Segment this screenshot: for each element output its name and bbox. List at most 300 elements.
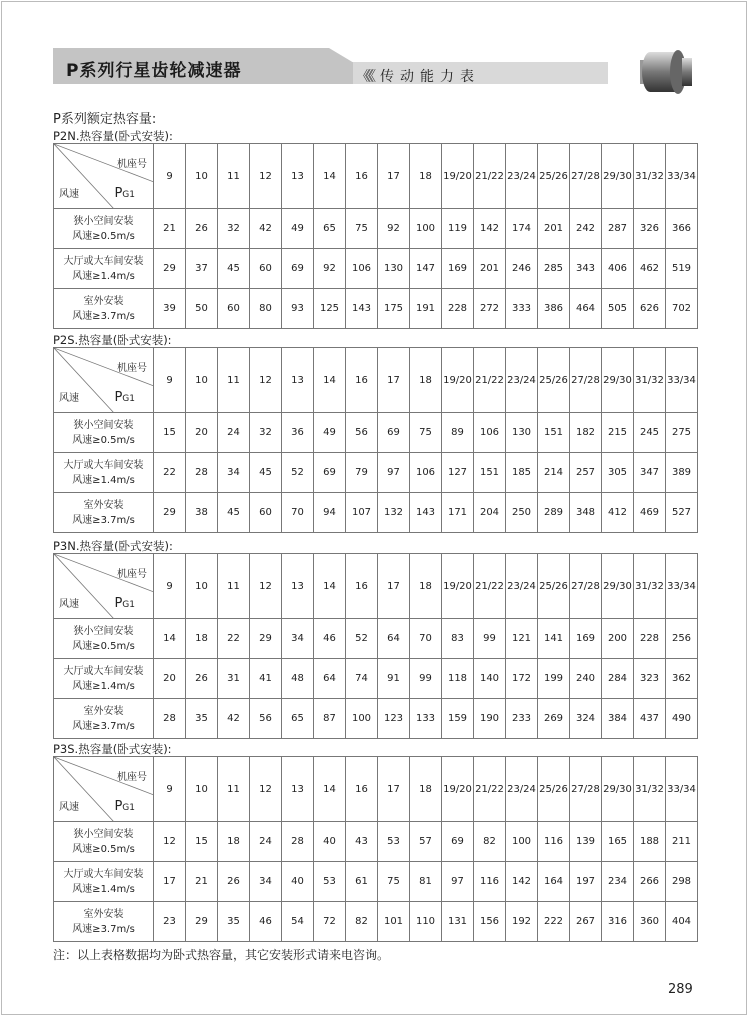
value-cell: 45 [250, 453, 282, 493]
value-cell: 324 [570, 699, 602, 739]
column-header: 18 [410, 348, 442, 413]
value-cell: 23 [154, 902, 186, 942]
value-cell: 305 [602, 453, 634, 493]
column-header: 17 [378, 348, 410, 413]
column-header: 31/32 [634, 144, 666, 209]
value-cell: 116 [474, 862, 506, 902]
value-cell: 469 [634, 493, 666, 533]
value-cell: 106 [346, 249, 378, 289]
value-cell: 256 [666, 619, 698, 659]
value-cell: 201 [538, 209, 570, 249]
value-cell: 269 [538, 699, 570, 739]
table-row [54, 619, 698, 659]
value-cell: 60 [250, 493, 282, 533]
wind-speed-label: 风速 [59, 599, 79, 610]
value-cell: 437 [634, 699, 666, 739]
section-subtitle [356, 66, 480, 86]
table-row [54, 699, 698, 739]
value-cell: 151 [474, 453, 506, 493]
value-cell: 28 [186, 453, 218, 493]
value-cell: 185 [506, 453, 538, 493]
column-header: 9 [154, 348, 186, 413]
value-cell: 386 [538, 289, 570, 329]
value-cell: 94 [314, 493, 346, 533]
value-cell: 26 [186, 659, 218, 699]
row-label: 狭小空间安装 风速≥0.5m/s [54, 822, 154, 862]
column-header: 33/34 [666, 554, 698, 619]
value-cell: 389 [666, 453, 698, 493]
value-cell: 20 [154, 659, 186, 699]
column-header: 25/26 [538, 348, 570, 413]
value-cell: 52 [346, 619, 378, 659]
value-cell: 42 [218, 699, 250, 739]
value-cell: 80 [250, 289, 282, 329]
value-cell: 211 [666, 822, 698, 862]
page-number: 289 [668, 982, 693, 997]
value-cell: 464 [570, 289, 602, 329]
value-cell: 79 [346, 453, 378, 493]
column-header: 21/22 [474, 757, 506, 822]
value-cell: 64 [378, 619, 410, 659]
pg1-label: PG1 [114, 186, 135, 201]
heat-capacity-table [53, 756, 698, 942]
corner-cell [54, 554, 154, 619]
value-cell: 24 [250, 822, 282, 862]
value-cell: 92 [314, 249, 346, 289]
value-cell: 53 [378, 822, 410, 862]
value-cell: 131 [442, 902, 474, 942]
column-header: 17 [378, 144, 410, 209]
value-cell: 31 [218, 659, 250, 699]
value-cell: 200 [602, 619, 634, 659]
column-header: 13 [282, 757, 314, 822]
value-cell: 702 [666, 289, 698, 329]
value-cell: 61 [346, 862, 378, 902]
value-cell: 92 [378, 209, 410, 249]
value-cell: 49 [282, 209, 314, 249]
value-cell: 240 [570, 659, 602, 699]
table-row [54, 493, 698, 533]
value-cell: 100 [410, 209, 442, 249]
column-header: 17 [378, 554, 410, 619]
value-cell: 246 [506, 249, 538, 289]
value-cell: 118 [442, 659, 474, 699]
value-cell: 147 [410, 249, 442, 289]
value-cell: 12 [154, 822, 186, 862]
value-cell: 45 [218, 493, 250, 533]
column-header: 19/20 [442, 144, 474, 209]
value-cell: 119 [442, 209, 474, 249]
row-label: 室外安装 风速≥3.7m/s [54, 902, 154, 942]
value-cell: 347 [634, 453, 666, 493]
column-header: 18 [410, 757, 442, 822]
table-row [54, 453, 698, 493]
value-cell: 406 [602, 249, 634, 289]
value-cell: 81 [410, 862, 442, 902]
value-cell: 101 [378, 902, 410, 942]
value-cell: 34 [250, 862, 282, 902]
value-cell: 275 [666, 413, 698, 453]
value-cell: 18 [218, 822, 250, 862]
value-cell: 35 [218, 902, 250, 942]
value-cell: 57 [410, 822, 442, 862]
value-cell: 89 [442, 413, 474, 453]
value-cell: 97 [442, 862, 474, 902]
page-title: P系列行星齿轮减速器 [66, 61, 242, 81]
value-cell: 142 [506, 862, 538, 902]
table-row [54, 659, 698, 699]
header-row [54, 144, 698, 209]
value-cell: 29 [186, 902, 218, 942]
column-header: 31/32 [634, 757, 666, 822]
column-header: 11 [218, 348, 250, 413]
value-cell: 257 [570, 453, 602, 493]
value-cell: 228 [442, 289, 474, 329]
heat-capacity-table [53, 347, 698, 533]
value-cell: 204 [474, 493, 506, 533]
column-header: 14 [314, 348, 346, 413]
wind-speed-label: 风速 [59, 189, 79, 200]
column-header: 13 [282, 348, 314, 413]
value-cell: 289 [538, 493, 570, 533]
value-cell: 69 [378, 413, 410, 453]
value-cell: 106 [410, 453, 442, 493]
value-cell: 362 [666, 659, 698, 699]
column-header: 11 [218, 144, 250, 209]
value-cell: 75 [410, 413, 442, 453]
value-cell: 17 [154, 862, 186, 902]
value-cell: 412 [602, 493, 634, 533]
value-cell: 87 [314, 699, 346, 739]
value-cell: 24 [218, 413, 250, 453]
value-cell: 97 [378, 453, 410, 493]
value-cell: 83 [442, 619, 474, 659]
corner-cell [54, 348, 154, 413]
value-cell: 22 [154, 453, 186, 493]
value-cell: 48 [282, 659, 314, 699]
column-header: 16 [346, 144, 378, 209]
value-cell: 169 [570, 619, 602, 659]
column-header: 27/28 [570, 348, 602, 413]
value-cell: 333 [506, 289, 538, 329]
table-title: P2N.热容量(卧式安装): [53, 129, 173, 143]
value-cell: 41 [250, 659, 282, 699]
column-header: 14 [314, 554, 346, 619]
value-cell: 505 [602, 289, 634, 329]
value-cell: 142 [474, 209, 506, 249]
frame-size-label: 机座号 [117, 159, 147, 170]
value-cell: 490 [666, 699, 698, 739]
value-cell: 46 [314, 619, 346, 659]
row-label: 狭小空间安装 风速≥0.5m/s [54, 209, 154, 249]
value-cell: 284 [602, 659, 634, 699]
value-cell: 46 [250, 902, 282, 942]
value-cell: 22 [218, 619, 250, 659]
value-cell: 143 [346, 289, 378, 329]
column-header: 10 [186, 348, 218, 413]
column-header: 12 [250, 348, 282, 413]
value-cell: 151 [538, 413, 570, 453]
value-cell: 182 [570, 413, 602, 453]
row-label: 室外安装 风速≥3.7m/s [54, 289, 154, 329]
value-cell: 169 [442, 249, 474, 289]
value-cell: 172 [506, 659, 538, 699]
frame-size-label: 机座号 [117, 569, 147, 580]
value-cell: 462 [634, 249, 666, 289]
value-cell: 37 [186, 249, 218, 289]
value-cell: 29 [154, 493, 186, 533]
value-cell: 82 [346, 902, 378, 942]
row-label: 大厅或大车间安装 风速≥1.4m/s [54, 249, 154, 289]
value-cell: 40 [314, 822, 346, 862]
value-cell: 215 [602, 413, 634, 453]
value-cell: 110 [410, 902, 442, 942]
value-cell: 404 [666, 902, 698, 942]
column-header: 13 [282, 144, 314, 209]
value-cell: 49 [314, 413, 346, 453]
column-header: 23/24 [506, 757, 538, 822]
section-heading: P系列额定热容量: [53, 112, 157, 127]
value-cell: 366 [666, 209, 698, 249]
table-row [54, 249, 698, 289]
value-cell: 99 [410, 659, 442, 699]
value-cell: 74 [346, 659, 378, 699]
value-cell: 201 [474, 249, 506, 289]
value-cell: 34 [218, 453, 250, 493]
value-cell: 228 [634, 619, 666, 659]
column-header: 25/26 [538, 144, 570, 209]
table-title: P3S.热容量(卧式安装): [53, 742, 172, 756]
value-cell: 191 [410, 289, 442, 329]
frame-size-label: 机座号 [117, 363, 147, 374]
value-cell: 72 [314, 902, 346, 942]
value-cell: 519 [666, 249, 698, 289]
table-row [54, 413, 698, 453]
value-cell: 348 [570, 493, 602, 533]
value-cell: 54 [282, 902, 314, 942]
value-cell: 133 [410, 699, 442, 739]
value-cell: 326 [634, 209, 666, 249]
column-header: 19/20 [442, 348, 474, 413]
value-cell: 40 [282, 862, 314, 902]
value-cell: 28 [154, 699, 186, 739]
table-title: P3N.热容量(卧式安装): [53, 539, 173, 553]
wind-speed-label: 风速 [59, 393, 79, 404]
column-header: 21/22 [474, 348, 506, 413]
value-cell: 64 [314, 659, 346, 699]
value-cell: 43 [346, 822, 378, 862]
value-cell: 21 [186, 862, 218, 902]
value-cell: 125 [314, 289, 346, 329]
value-cell: 143 [410, 493, 442, 533]
value-cell: 75 [346, 209, 378, 249]
value-cell: 32 [250, 413, 282, 453]
value-cell: 69 [282, 249, 314, 289]
value-cell: 384 [602, 699, 634, 739]
footnote: 注：以上表格数据均为卧式热容量，其它安装形式请来电咨询。 [53, 948, 390, 962]
value-cell: 141 [538, 619, 570, 659]
value-cell: 159 [442, 699, 474, 739]
value-cell: 29 [250, 619, 282, 659]
value-cell: 343 [570, 249, 602, 289]
value-cell: 14 [154, 619, 186, 659]
value-cell: 45 [218, 249, 250, 289]
value-cell: 116 [538, 822, 570, 862]
column-header: 10 [186, 554, 218, 619]
column-header: 31/32 [634, 554, 666, 619]
column-header: 9 [154, 144, 186, 209]
table-row [54, 902, 698, 942]
subtitle-text: 传动能力表 [380, 69, 480, 85]
value-cell: 38 [186, 493, 218, 533]
column-header: 23/24 [506, 554, 538, 619]
column-header: 16 [346, 348, 378, 413]
value-cell: 18 [186, 619, 218, 659]
value-cell: 60 [218, 289, 250, 329]
row-label: 室外安装 风速≥3.7m/s [54, 493, 154, 533]
value-cell: 65 [282, 699, 314, 739]
value-cell: 527 [666, 493, 698, 533]
row-label: 大厅或大车间安装 风速≥1.4m/s [54, 862, 154, 902]
value-cell: 626 [634, 289, 666, 329]
heat-capacity-table [53, 143, 698, 329]
column-header: 12 [250, 757, 282, 822]
value-cell: 69 [314, 453, 346, 493]
value-cell: 132 [378, 493, 410, 533]
value-cell: 99 [474, 619, 506, 659]
row-label: 狭小空间安装 风速≥0.5m/s [54, 413, 154, 453]
value-cell: 234 [602, 862, 634, 902]
column-header: 18 [410, 554, 442, 619]
value-cell: 250 [506, 493, 538, 533]
column-header: 11 [218, 757, 250, 822]
heat-capacity-table [53, 553, 698, 739]
value-cell: 287 [602, 209, 634, 249]
column-header: 29/30 [602, 348, 634, 413]
value-cell: 233 [506, 699, 538, 739]
value-cell: 20 [186, 413, 218, 453]
value-cell: 156 [474, 902, 506, 942]
value-cell: 26 [186, 209, 218, 249]
column-header: 12 [250, 144, 282, 209]
value-cell: 70 [410, 619, 442, 659]
header-row [54, 348, 698, 413]
frame-size-label: 机座号 [117, 772, 147, 783]
value-cell: 199 [538, 659, 570, 699]
column-header: 21/22 [474, 144, 506, 209]
value-cell: 26 [218, 862, 250, 902]
wind-speed-label: 风速 [59, 802, 79, 813]
value-cell: 69 [442, 822, 474, 862]
value-cell: 39 [154, 289, 186, 329]
column-header: 16 [346, 554, 378, 619]
value-cell: 130 [506, 413, 538, 453]
value-cell: 82 [474, 822, 506, 862]
column-header: 27/28 [570, 144, 602, 209]
value-cell: 50 [186, 289, 218, 329]
column-header: 31/32 [634, 348, 666, 413]
value-cell: 15 [186, 822, 218, 862]
value-cell: 28 [282, 822, 314, 862]
value-cell: 174 [506, 209, 538, 249]
column-header: 11 [218, 554, 250, 619]
table-row [54, 209, 698, 249]
value-cell: 100 [346, 699, 378, 739]
value-cell: 316 [602, 902, 634, 942]
value-cell: 298 [666, 862, 698, 902]
column-header: 10 [186, 144, 218, 209]
column-header: 29/30 [602, 757, 634, 822]
value-cell: 42 [250, 209, 282, 249]
value-cell: 53 [314, 862, 346, 902]
row-label: 狭小空间安装 风速≥0.5m/s [54, 619, 154, 659]
value-cell: 52 [282, 453, 314, 493]
gear-reducer-image [634, 44, 696, 100]
column-header: 18 [410, 144, 442, 209]
value-cell: 360 [634, 902, 666, 942]
value-cell: 36 [282, 413, 314, 453]
value-cell: 121 [506, 619, 538, 659]
value-cell: 29 [154, 249, 186, 289]
value-cell: 21 [154, 209, 186, 249]
value-cell: 35 [186, 699, 218, 739]
column-header: 25/26 [538, 554, 570, 619]
value-cell: 323 [634, 659, 666, 699]
value-cell: 106 [474, 413, 506, 453]
value-cell: 93 [282, 289, 314, 329]
value-cell: 56 [250, 699, 282, 739]
value-cell: 266 [634, 862, 666, 902]
value-cell: 60 [250, 249, 282, 289]
table-row [54, 862, 698, 902]
value-cell: 70 [282, 493, 314, 533]
value-cell: 267 [570, 902, 602, 942]
table-row [54, 289, 698, 329]
value-cell: 100 [506, 822, 538, 862]
row-label: 大厅或大车间安装 风速≥1.4m/s [54, 453, 154, 493]
value-cell: 32 [218, 209, 250, 249]
value-cell: 188 [634, 822, 666, 862]
column-header: 19/20 [442, 554, 474, 619]
value-cell: 242 [570, 209, 602, 249]
column-header: 13 [282, 554, 314, 619]
column-header: 17 [378, 757, 410, 822]
value-cell: 107 [346, 493, 378, 533]
column-header: 12 [250, 554, 282, 619]
value-cell: 91 [378, 659, 410, 699]
value-cell: 245 [634, 413, 666, 453]
corner-cell [54, 144, 154, 209]
column-header: 27/28 [570, 554, 602, 619]
column-header: 16 [346, 757, 378, 822]
value-cell: 171 [442, 493, 474, 533]
value-cell: 285 [538, 249, 570, 289]
column-header: 29/30 [602, 554, 634, 619]
header-row [54, 554, 698, 619]
column-header: 14 [314, 144, 346, 209]
value-cell: 222 [538, 902, 570, 942]
value-cell: 272 [474, 289, 506, 329]
value-cell: 65 [314, 209, 346, 249]
column-header: 9 [154, 757, 186, 822]
pg1-label: PG1 [114, 390, 135, 405]
value-cell: 192 [506, 902, 538, 942]
row-label: 室外安装 风速≥3.7m/s [54, 699, 154, 739]
column-header: 21/22 [474, 554, 506, 619]
value-cell: 34 [282, 619, 314, 659]
table-title: P2S.热容量(卧式安装): [53, 333, 172, 347]
header-row [54, 757, 698, 822]
